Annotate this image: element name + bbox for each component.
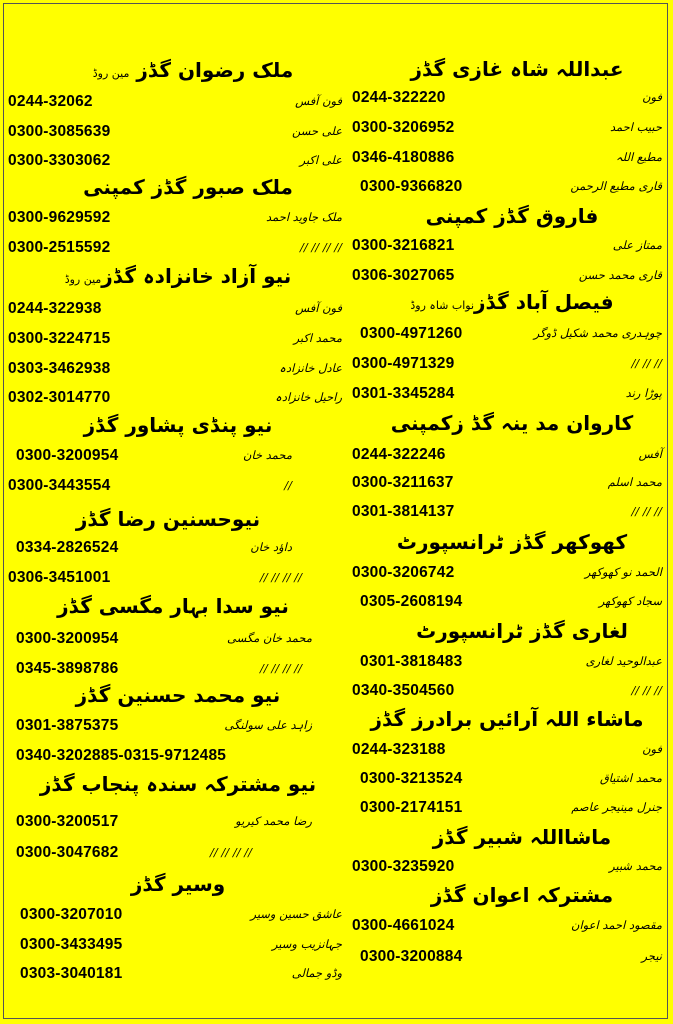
phone-number: 0303-3040181 xyxy=(20,965,123,982)
contact-name: مقصود احمد اعوان xyxy=(571,918,662,932)
phone-number: 0300-4971260 xyxy=(360,325,463,342)
contact-name: مطیع اللہ xyxy=(615,150,662,164)
contact-name: جہانزیب وسیر xyxy=(271,937,342,951)
contact-name: الحمد نو کھوکھر xyxy=(584,565,662,579)
listing-row xyxy=(352,500,662,524)
contact-name: عاشق حسین وسیر xyxy=(250,907,342,921)
listing-row xyxy=(8,657,342,681)
listing-row xyxy=(352,796,662,820)
address-suffix: مین روڈ xyxy=(92,67,130,80)
listing-row xyxy=(8,474,342,498)
phone-number: 0301-3345284 xyxy=(352,385,455,402)
listing-row xyxy=(352,86,662,110)
phone-number: 0244-32062 xyxy=(8,93,93,110)
phone-number: 0300-3443554 xyxy=(8,477,111,494)
contact-name: فون xyxy=(642,90,662,104)
company-title: فاروق گڈز کمپنی xyxy=(425,204,599,228)
contact-name: ممتاز علی xyxy=(612,238,662,252)
listing-row xyxy=(8,536,342,560)
phone-number: 0300-3047682 xyxy=(16,844,119,861)
listing-row xyxy=(8,120,342,144)
phone-number: 0244-322246 xyxy=(352,446,446,463)
contact-name: قاری محمد حسن xyxy=(578,268,662,282)
address-suffix: نواب شاہ روڈ xyxy=(410,299,475,312)
contact-name: وڈو جمالی xyxy=(291,966,342,980)
contact-name: // // // // xyxy=(260,570,302,584)
phone-number: 0306-3451001 xyxy=(8,569,111,586)
phone-number: 0340-3202885-0315-9712485 xyxy=(16,747,227,764)
contact-name: نیجر xyxy=(641,949,662,963)
listing-row xyxy=(8,297,342,321)
listing-row xyxy=(352,945,662,969)
contact-name: محمد خان xyxy=(243,448,292,462)
phone-number: 0300-3200954 xyxy=(16,447,119,464)
contact-name: // // // xyxy=(631,504,662,518)
listing-row xyxy=(8,327,342,351)
phone-number: 0300-3200954 xyxy=(16,630,119,647)
company-title: کھوکھر گڈز ٹرانسپورٹ xyxy=(396,530,628,554)
company-title: نیوحسنین رضا گڈز xyxy=(75,507,261,531)
listing-row xyxy=(352,590,662,614)
contact-name: آفس xyxy=(638,447,662,461)
phone-number: 0244-322938 xyxy=(8,300,102,317)
phone-number: 0244-323188 xyxy=(352,741,446,758)
listing-row xyxy=(352,382,662,406)
listing-row xyxy=(352,914,662,938)
contact-name: محمد شبیر xyxy=(609,859,662,873)
phone-number: 0300-3235920 xyxy=(352,858,455,875)
listing-row xyxy=(8,386,342,410)
contact-name: علی اکبر xyxy=(299,153,342,167)
listing-row xyxy=(8,357,342,381)
phone-number: 0345-3898786 xyxy=(16,660,119,677)
phone-number: 0300-4971329 xyxy=(352,355,455,372)
company-title: مشترکہ اعوان گڈز xyxy=(430,883,614,907)
contact-name: // // // xyxy=(631,683,662,697)
company-title: لغاری گڈز ٹرانسپورٹ xyxy=(416,619,628,643)
phone-number: 0301-3875375 xyxy=(16,717,119,734)
contact-name: عبدالوحید لغاری xyxy=(585,654,662,668)
listing-row xyxy=(352,352,662,376)
listing-row xyxy=(352,561,662,585)
phone-number: 0300-3433495 xyxy=(20,936,123,953)
contact-name: رضا محمد کیریو xyxy=(235,814,312,828)
listing-row xyxy=(352,443,662,467)
phone-number: 0300-9366820 xyxy=(360,178,463,195)
listing-row xyxy=(352,738,662,762)
contact-name: علی حسن xyxy=(291,124,342,138)
contact-name: قاری مطیع الرحمن xyxy=(570,179,662,193)
phone-number: 0300-3207010 xyxy=(20,906,123,923)
listing-row xyxy=(352,116,662,140)
contact-name: جنرل مینیجر عاصم xyxy=(571,800,662,814)
listing-row xyxy=(8,206,342,230)
listing-row xyxy=(352,679,662,703)
listing-row xyxy=(8,149,342,173)
contact-name: محمد اکبر xyxy=(293,331,342,345)
listing-row xyxy=(352,471,662,495)
contact-name: // // // // xyxy=(300,240,342,254)
company-title: نیو آزاد خانزادہ گڈزمین روڈ xyxy=(64,264,292,288)
contact-name: // // // // xyxy=(210,845,252,859)
phone-number: 0300-2515592 xyxy=(8,239,111,256)
company-title: عبداللہ شاہ غازی گڈز xyxy=(410,57,624,81)
listing-row xyxy=(8,566,342,590)
contact-name: فون آفس xyxy=(295,94,342,108)
contact-name: محمد اشتیاق xyxy=(599,771,662,785)
contact-name: // // // xyxy=(631,356,662,370)
listing-row xyxy=(8,627,342,651)
company-title: نیو پنڈی پشاور گڈز xyxy=(83,413,273,437)
phone-number: 0301-3818483 xyxy=(360,653,463,670)
contact-name: محمد خان مگسی xyxy=(227,631,312,645)
listing-row xyxy=(8,903,342,927)
contact-name: راحیل خانزادہ xyxy=(275,390,342,404)
company-title: ماشااللہ شبیر گڈز xyxy=(432,825,612,849)
phone-number: 0305-2608194 xyxy=(360,593,463,610)
phone-number: 0300-3206742 xyxy=(352,564,455,581)
phone-number: 0303-3462938 xyxy=(8,360,111,377)
listing-row xyxy=(8,744,342,768)
phone-number: 0300-2174151 xyxy=(360,799,463,816)
contact-name: داؤد خان xyxy=(250,540,292,554)
listing-row xyxy=(352,322,662,346)
listing-row xyxy=(352,175,662,199)
listing-row xyxy=(352,234,662,258)
company-title: نیو سدا بہار مگسی گڈز xyxy=(57,594,289,618)
company-title: ملک رضوان گڈز مین روڈ xyxy=(92,58,294,82)
phone-number: 0300-3085639 xyxy=(8,123,111,140)
company-title: ماشاء اللہ آرائیں برادرز گڈز xyxy=(370,707,644,731)
company-title: نیو مشترکہ سندہ پنجاب گڈز xyxy=(39,772,317,796)
contact-name: // xyxy=(284,478,292,492)
phone-number: 0340-3504560 xyxy=(352,682,455,699)
listing-row xyxy=(352,855,662,879)
phone-number: 0300-3303062 xyxy=(8,152,111,169)
phone-number: 0334-2826524 xyxy=(16,539,119,556)
contact-name: محمد اسلم xyxy=(607,475,662,489)
listing-row xyxy=(352,264,662,288)
listing-row xyxy=(8,90,342,114)
listing-row xyxy=(8,841,342,865)
contact-name: فون آفس xyxy=(295,301,342,315)
contact-name: پوڑا رند xyxy=(625,386,662,400)
phone-number: 0301-3814137 xyxy=(352,503,455,520)
address-suffix: مین روڈ xyxy=(64,273,102,286)
contact-name: چوہدری محمد شکیل ڈوگر xyxy=(533,326,662,340)
company-title: ملک صبور گڈز کمپنی xyxy=(83,175,293,199)
listing-row xyxy=(352,146,662,170)
contact-name: // // // // xyxy=(260,661,302,675)
phone-number: 0300-3206952 xyxy=(352,119,455,136)
phone-number: 0300-3200884 xyxy=(360,948,463,965)
listing-row xyxy=(352,767,662,791)
company-title: نیو محمد حسنین گڈز xyxy=(75,683,281,707)
phone-number: 0300-3216821 xyxy=(352,237,455,254)
listing-row xyxy=(8,236,342,260)
contact-name: حبیب احمد xyxy=(610,120,662,134)
phone-number: 0300-3200517 xyxy=(16,813,119,830)
phone-number: 0244-322220 xyxy=(352,89,446,106)
listing-row xyxy=(8,714,342,738)
phone-number: 0300-3224715 xyxy=(8,330,111,347)
contact-name: عادل خانزادہ xyxy=(279,361,342,375)
listing-row xyxy=(8,933,342,957)
phone-number: 0346-4180886 xyxy=(352,149,455,166)
listing-row xyxy=(352,650,662,674)
company-title: وسیر گڈز xyxy=(130,872,226,896)
company-title: فیصل آباد گڈزنواب شاہ روڈ xyxy=(410,290,614,314)
phone-number: 0300-3211637 xyxy=(352,474,454,491)
contact-name: ملک جاوید احمد xyxy=(266,210,342,224)
contact-name: سجاد کھوکھر xyxy=(598,594,662,608)
company-title: کاروان مد ینہ گڈ زکمپنی xyxy=(390,411,634,435)
contact-name: زاہد علی سولنگی xyxy=(224,718,312,732)
phone-number: 0306-3027065 xyxy=(352,267,455,284)
phone-number: 0302-3014770 xyxy=(8,389,111,406)
listing-row xyxy=(8,444,342,468)
contact-name: فون xyxy=(642,742,662,756)
phone-number: 0300-9629592 xyxy=(8,209,111,226)
phone-number: 0300-4661024 xyxy=(352,917,455,934)
listing-row xyxy=(8,810,342,834)
phone-number: 0300-3213524 xyxy=(360,770,463,787)
listing-row xyxy=(8,962,342,986)
